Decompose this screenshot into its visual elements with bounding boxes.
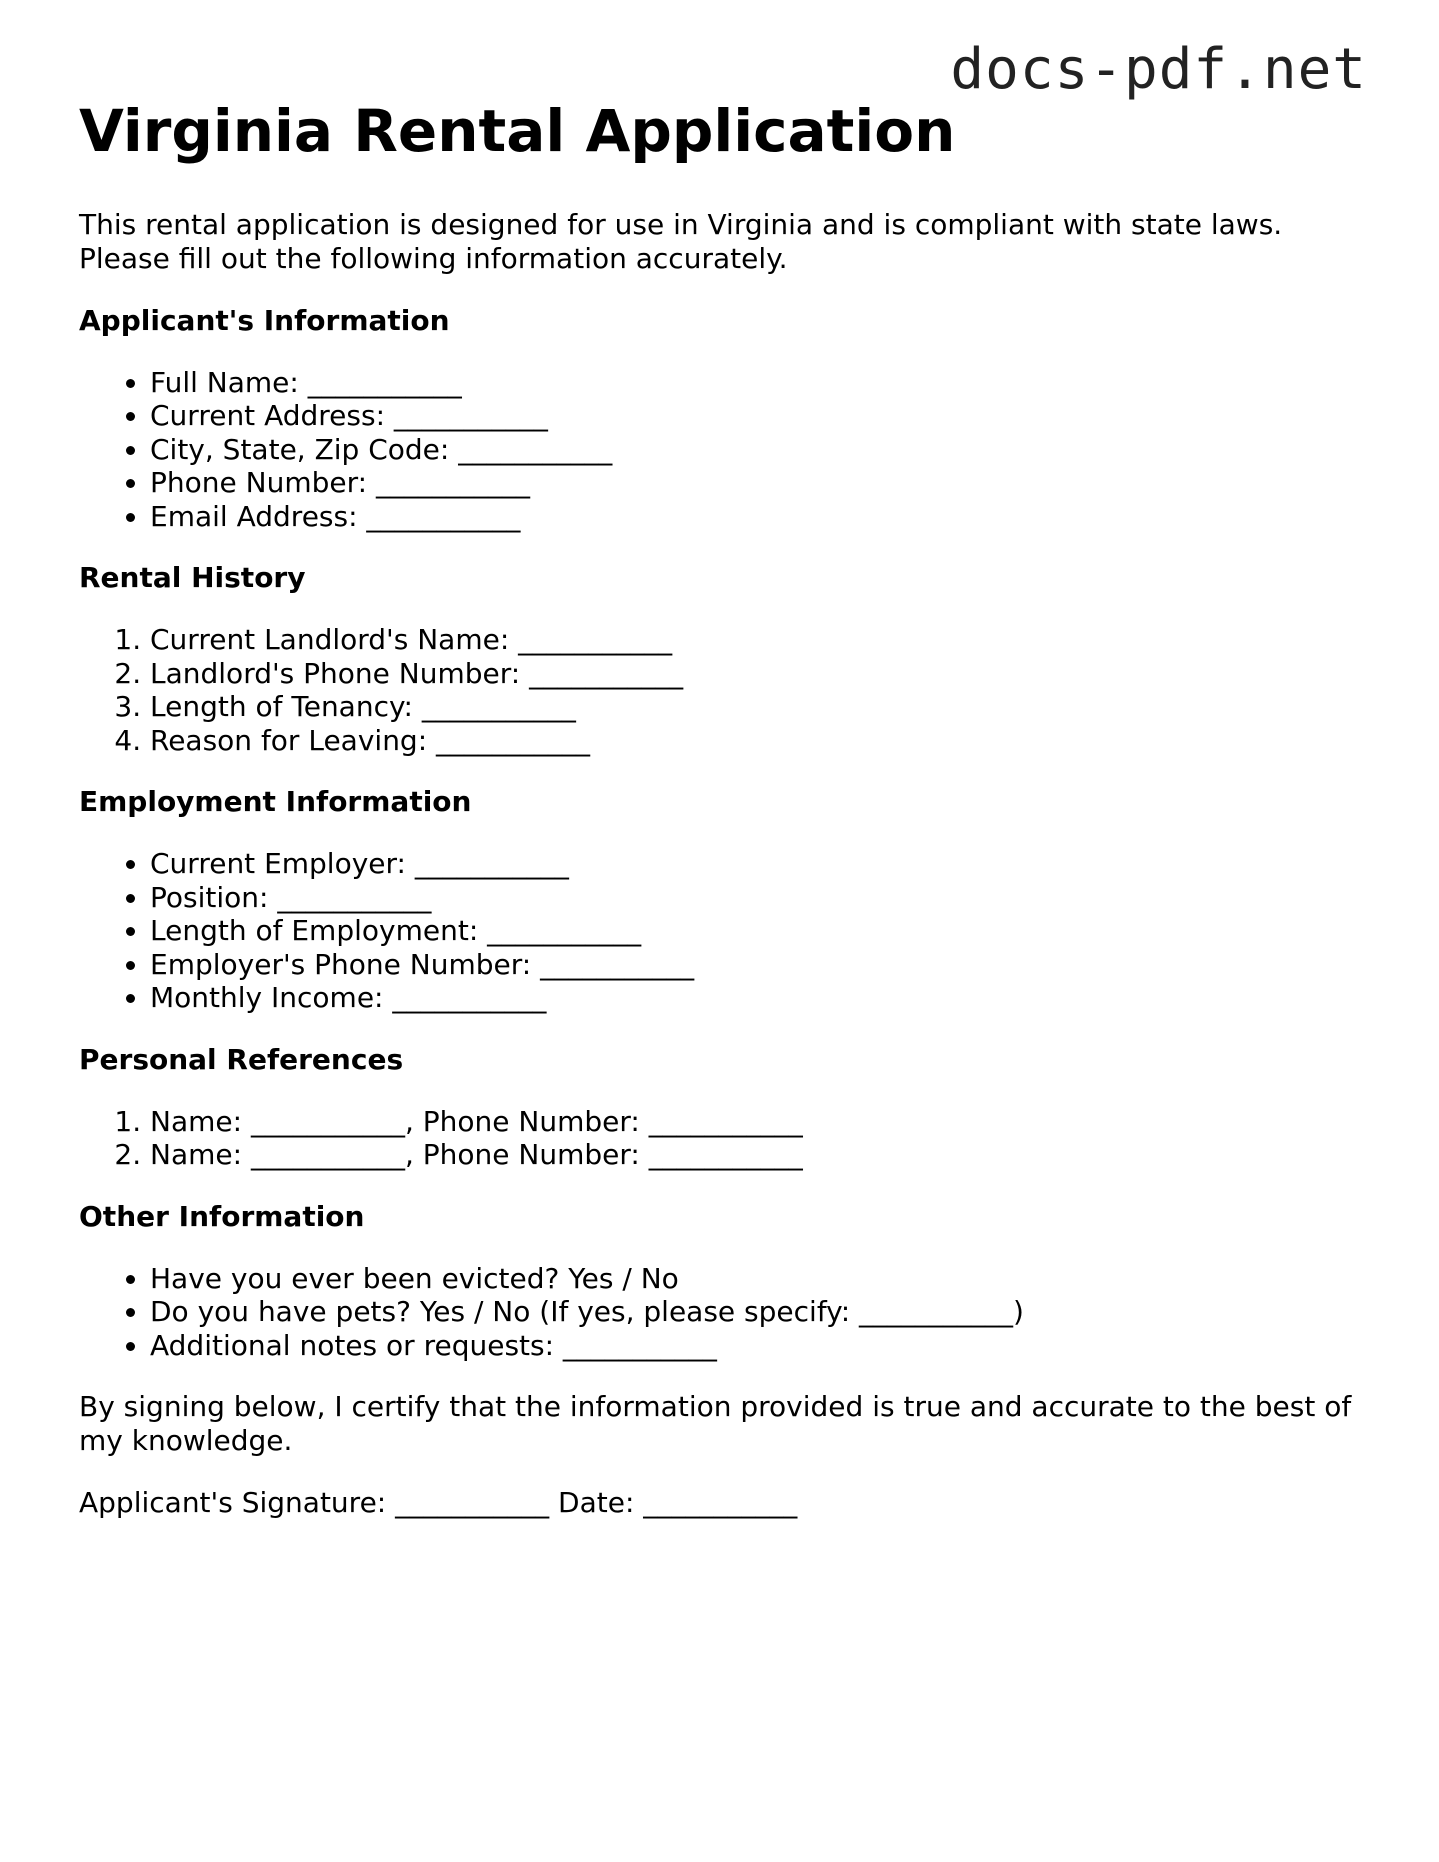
certification-paragraph: By signing below, I certify that the information provided is true and accurate to the best of my knowledge.: [79, 1390, 1352, 1458]
field-additional-notes: • Additional notes or requests: ___________: [150, 1329, 1369, 1363]
field-phone-number: • Phone Number: ___________: [150, 466, 1369, 500]
field-length-of-tenancy: 3. Length of Tenancy: ___________: [150, 690, 1369, 724]
intro-paragraph: This rental application is designed for use in Virginia and is compliant with state laws. Please fill out the following information accurately.: [79, 207, 1283, 275]
field-email-address: • Email Address: ___________: [150, 500, 1369, 534]
field-full-name: • Full Name: ___________: [150, 366, 1369, 400]
field-landlord-phone: 2. Landlord's Phone Number: ___________: [150, 657, 1369, 691]
section-heading-applicant: Applicant's Information: [79, 303, 450, 337]
section-heading-other: Other Information: [79, 1199, 365, 1233]
signature-line: Applicant's Signature: ___________ Date: ___________: [79, 1486, 798, 1520]
applicant-list: [79, 366, 1369, 534]
field-position: • Position: ___________: [150, 881, 1369, 915]
field-evicted: • Have you ever been evicted? Yes / No: [150, 1262, 1369, 1296]
field-length-of-employment: • Length of Employment: ___________: [150, 914, 1369, 948]
field-current-employer: • Current Employer: ___________: [150, 847, 1369, 881]
field-reference-1: 1. Name: ___________, Phone Number: ___________: [150, 1105, 1369, 1139]
other-info-list: [79, 1262, 1369, 1363]
field-city-state-zip: • City, State, Zip Code: ___________: [150, 433, 1369, 467]
field-employer-phone: • Employer's Phone Number: ___________: [150, 948, 1369, 982]
section-heading-employment: Employment Information: [79, 785, 472, 819]
references-list: [79, 1105, 1369, 1172]
section-heading-references: Personal References: [79, 1042, 404, 1076]
field-landlord-name: 1. Current Landlord's Name: ___________: [150, 623, 1369, 657]
section-heading-rental-history: Rental History: [79, 561, 306, 595]
rental-history-list: [79, 623, 1369, 757]
watermark: docs-pdf.net: [950, 37, 1367, 102]
field-monthly-income: • Monthly Income: ___________: [150, 981, 1369, 1015]
field-reason-for-leaving: 4. Reason for Leaving: ___________: [150, 724, 1369, 758]
employment-list: [79, 847, 1369, 1015]
field-pets: • Do you have pets? Yes / No (If yes, please specify: ___________): [150, 1295, 1369, 1329]
document-page: [79, 97, 1369, 1520]
page-title: Virginia Rental Application: [79, 97, 956, 165]
field-current-address: • Current Address: ___________: [150, 399, 1369, 433]
field-reference-2: 2. Name: ___________, Phone Number: ___________: [150, 1138, 1369, 1172]
